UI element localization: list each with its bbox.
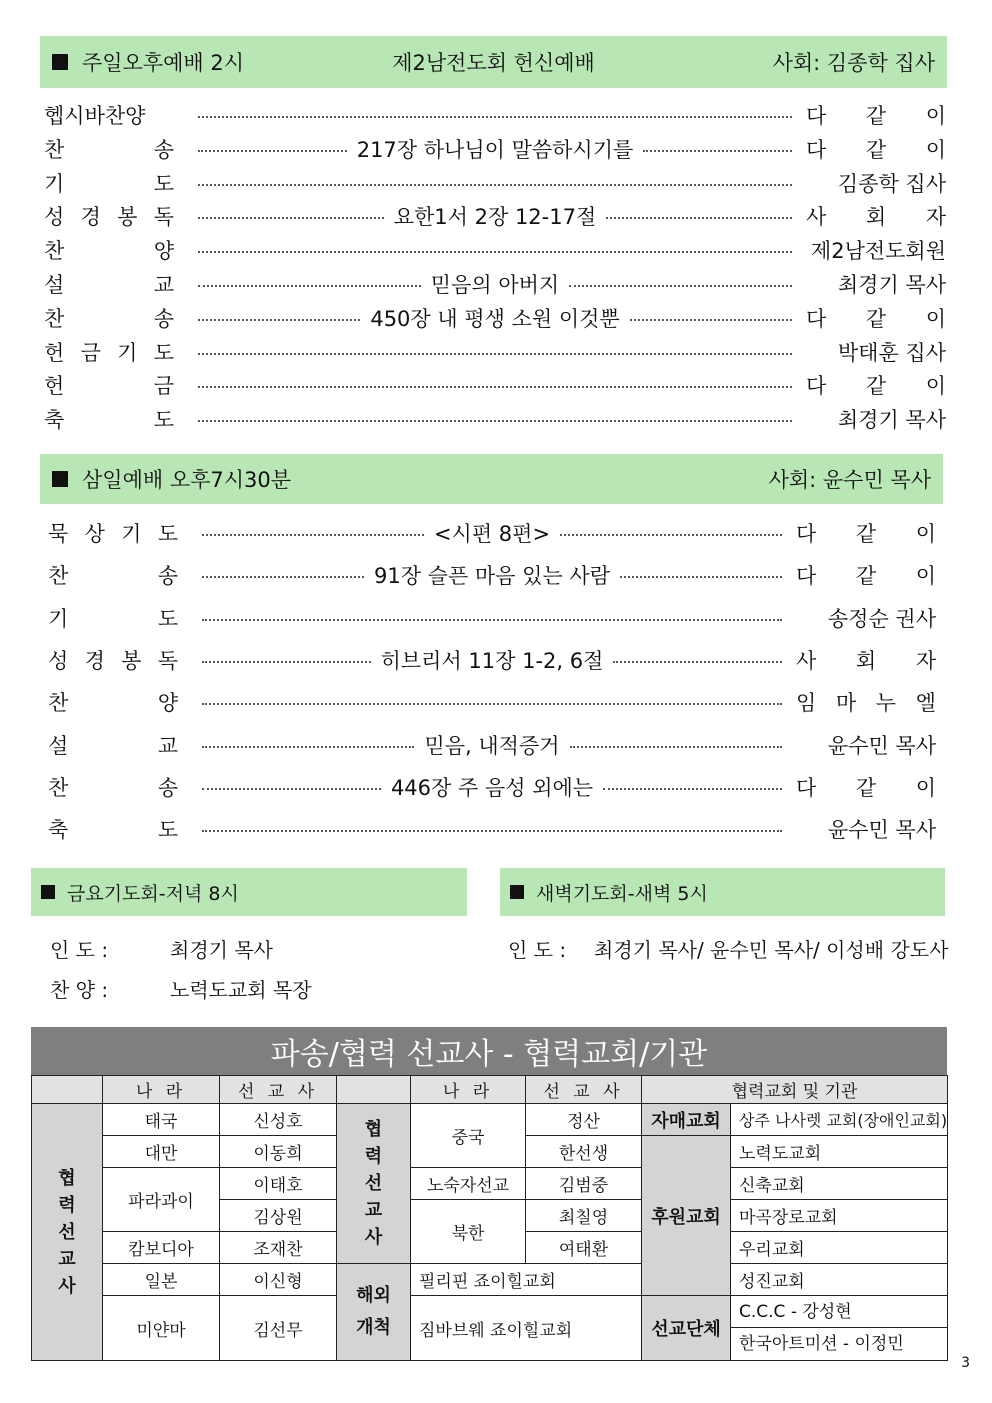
support-church: 우리교회 bbox=[731, 1232, 948, 1264]
order-row bbox=[48, 687, 936, 717]
order-row bbox=[44, 337, 946, 367]
order-leader-dots bbox=[198, 180, 792, 186]
order-leader-dots bbox=[198, 303, 792, 333]
order-label: 기 도 bbox=[48, 606, 178, 631]
order-leader-dots bbox=[202, 772, 782, 802]
page-number: 3 bbox=[961, 1355, 970, 1371]
missionary-cell: 최칠영 bbox=[526, 1200, 642, 1232]
country-cell: 일본 bbox=[103, 1264, 220, 1296]
sunday-event: 제2남전도회 헌신예배 bbox=[392, 51, 595, 75]
order-leader-dots bbox=[198, 112, 792, 118]
order-leader-dots bbox=[202, 730, 782, 760]
square-bullet-icon bbox=[41, 885, 55, 899]
sunday-title: 주일오후예배 2시 bbox=[82, 51, 245, 75]
order-row bbox=[44, 168, 946, 198]
order-row bbox=[44, 404, 946, 434]
support-church: 노력도교회 bbox=[731, 1136, 948, 1168]
order-person: 다 같 이 bbox=[796, 775, 936, 800]
friday-title: 금요기도회-저녁 8시 bbox=[67, 882, 239, 905]
order-person: 다 같 이 bbox=[806, 104, 946, 128]
friday-praise-key: 찬 양 : bbox=[50, 978, 109, 1002]
square-bullet-icon bbox=[52, 471, 68, 487]
missionary-cell: 이신형 bbox=[220, 1264, 337, 1296]
order-person: 임 마 누 엘 bbox=[796, 691, 936, 716]
square-bullet-icon bbox=[52, 54, 68, 70]
country-cell: 파라과이 bbox=[103, 1168, 220, 1232]
country-cell: 노숙자선교 bbox=[411, 1168, 526, 1200]
order-content: 믿음의 아버지 bbox=[430, 273, 560, 297]
sister-church: 상주 나사렛 교회(장애인교회) bbox=[731, 1104, 948, 1136]
order-leader-dots bbox=[198, 134, 792, 164]
order-person: 제2남전도회원 bbox=[810, 239, 946, 264]
country-cell: 대만 bbox=[103, 1136, 220, 1168]
friday-header bbox=[31, 868, 467, 916]
country-cell: 캄보디아 bbox=[103, 1232, 220, 1264]
order-person: 사 회 자 bbox=[796, 648, 936, 673]
friday-praise bbox=[50, 974, 312, 1003]
order-label: 묵 상 기 도 bbox=[48, 522, 178, 546]
order-person: 박태훈 집사 bbox=[837, 340, 946, 365]
order-label: 축 도 bbox=[44, 408, 174, 433]
order-label: 축 도 bbox=[48, 818, 178, 843]
missionary-cell: 이동희 bbox=[220, 1136, 337, 1168]
order-leader-dots bbox=[202, 560, 782, 590]
group-missionaries-2: 협 력 선 교 사 bbox=[337, 1104, 411, 1264]
group-overseas-pioneer: 해외 개척 bbox=[337, 1264, 411, 1361]
missionary-cell: 정산 bbox=[526, 1104, 642, 1136]
group-missionaries-1: 협 력 선 교 사 bbox=[32, 1104, 103, 1361]
missionary-cell: 한선생 bbox=[526, 1136, 642, 1168]
support-church-label: 후원교회 bbox=[642, 1136, 731, 1296]
mission-org-label: 선교단체 bbox=[642, 1296, 731, 1361]
wednesday-header bbox=[40, 454, 943, 504]
mission-org-list bbox=[731, 1296, 948, 1361]
order-label: 성 경 봉 독 bbox=[48, 648, 178, 673]
order-leader-dots bbox=[198, 416, 792, 422]
order-person: 다 같 이 bbox=[806, 374, 946, 399]
order-person: 다 같 이 bbox=[796, 522, 936, 546]
order-content: 히브리서 11장 1-2, 6절 bbox=[380, 648, 604, 673]
wednesday-host: 사회: 윤수민 목사 bbox=[768, 468, 931, 492]
missionary-cell: 김상원 bbox=[220, 1200, 337, 1232]
order-row bbox=[48, 518, 936, 548]
missionary-cell: 이태호 bbox=[220, 1168, 337, 1200]
order-person: 최경기 목사 bbox=[837, 408, 946, 433]
order-label: 찬 송 bbox=[48, 564, 178, 589]
order-content: 446장 주 음성 외에는 bbox=[390, 775, 594, 800]
head-country-2: 나 라 bbox=[411, 1076, 526, 1104]
order-content: 217장 하나님이 말씀하시기를 bbox=[356, 137, 634, 162]
order-label: 찬 양 bbox=[48, 691, 178, 716]
order-row bbox=[48, 645, 936, 675]
pioneer-church: 필리핀 죠이힐교회 bbox=[411, 1264, 642, 1296]
order-leader-dots bbox=[198, 247, 792, 253]
order-row bbox=[44, 100, 946, 130]
wednesday-title: 삼일예배 오후7시30분 bbox=[82, 468, 292, 492]
order-row bbox=[44, 235, 946, 265]
order-content: 요한1서 2장 12-17절 bbox=[393, 205, 597, 230]
order-person: 다 같 이 bbox=[806, 306, 946, 331]
sunday-order-list bbox=[44, 100, 946, 440]
order-person: 윤수민 목사 bbox=[827, 818, 936, 843]
order-row bbox=[48, 560, 936, 590]
order-label: 설 교 bbox=[44, 273, 174, 297]
order-label: 찬 송 bbox=[48, 775, 178, 800]
order-person: 송정순 권사 bbox=[827, 606, 936, 631]
order-person: 윤수민 목사 bbox=[827, 733, 936, 758]
order-label: 찬 송 bbox=[44, 306, 174, 331]
dawn-leader-key: 인 도 : bbox=[508, 938, 567, 962]
friday-leader bbox=[50, 934, 273, 963]
order-leader-dots bbox=[198, 269, 792, 299]
sister-church-label: 자매교회 bbox=[642, 1104, 731, 1136]
missionary-cell: 신성호 bbox=[220, 1104, 337, 1136]
order-content: 믿음, 내적증거 bbox=[424, 733, 560, 758]
order-leader-dots bbox=[202, 615, 782, 621]
missionary-cell: 김범중 bbox=[526, 1168, 642, 1200]
order-leader-dots bbox=[198, 382, 792, 388]
pioneer-church: 짐바브웨 죠이힐교회 bbox=[411, 1296, 642, 1361]
square-bullet-icon bbox=[510, 885, 524, 899]
order-person: 다 같 이 bbox=[796, 564, 936, 589]
sunday-host: 사회: 김종학 집사 bbox=[772, 51, 935, 75]
order-label: 성 경 봉 독 bbox=[44, 205, 174, 230]
mission-org: C.C.C - 강성현 bbox=[731, 1296, 947, 1328]
order-content: <시편 8편> bbox=[433, 522, 551, 546]
order-label: 찬 양 bbox=[44, 239, 174, 264]
order-label: 헌 금 기 도 bbox=[44, 340, 174, 365]
country-cell: 태국 bbox=[103, 1104, 220, 1136]
order-label: 헵시바찬양 bbox=[44, 104, 146, 128]
friday-leader-key: 인 도 : bbox=[50, 938, 109, 962]
order-row bbox=[44, 303, 946, 333]
order-person: 김종학 집사 bbox=[837, 171, 946, 196]
order-leader-dots bbox=[202, 645, 782, 675]
order-label: 찬 송 bbox=[44, 137, 174, 162]
missionary-cell: 김선무 bbox=[220, 1296, 337, 1361]
head-missionary-2: 선 교 사 bbox=[526, 1076, 642, 1104]
country-cell: 북한 bbox=[411, 1200, 526, 1264]
order-row bbox=[48, 814, 936, 844]
order-person: 사 회 자 bbox=[806, 205, 946, 230]
dawn-leader-value: 최경기 목사/ 윤수민 목사/ 이성배 강도사 bbox=[594, 938, 949, 962]
country-cell: 중국 bbox=[411, 1104, 526, 1168]
missionary-cell: 여태환 bbox=[526, 1232, 642, 1264]
sunday-header bbox=[40, 36, 947, 88]
order-row bbox=[48, 730, 936, 760]
missionary-cell: 조재찬 bbox=[220, 1232, 337, 1264]
order-leader-dots bbox=[198, 349, 792, 355]
head-missionary: 선 교 사 bbox=[220, 1076, 337, 1104]
order-content: 91장 슬픈 마음 있는 사람 bbox=[374, 564, 610, 589]
order-row bbox=[44, 269, 946, 299]
missions-table bbox=[31, 1075, 948, 1361]
wednesday-order-list bbox=[48, 518, 936, 858]
support-church: 마곡장로교회 bbox=[731, 1200, 948, 1232]
order-label: 기 도 bbox=[44, 171, 174, 196]
order-leader-dots bbox=[198, 201, 792, 231]
order-content: 450장 내 평생 소원 이것뿐 bbox=[370, 306, 620, 331]
order-person: 다 같 이 bbox=[806, 137, 946, 162]
order-leader-dots bbox=[202, 699, 782, 705]
order-row bbox=[44, 370, 946, 400]
order-row bbox=[44, 134, 946, 164]
friday-leader-value: 최경기 목사 bbox=[170, 938, 273, 962]
order-leader-dots bbox=[202, 518, 782, 548]
friday-praise-value: 노력도교회 목장 bbox=[170, 978, 312, 1002]
dawn-title: 새벽기도회-새벽 5시 bbox=[536, 882, 708, 905]
order-row bbox=[48, 772, 936, 802]
mission-org: 한국아트미션 - 이정민 bbox=[739, 1334, 904, 1354]
order-label: 설 교 bbox=[48, 733, 178, 758]
order-row bbox=[48, 603, 936, 633]
head-church: 협력교회 및 기관 bbox=[642, 1076, 948, 1104]
missions-title: 파송/협력 선교사 - 협력교회/기관 bbox=[31, 1027, 947, 1075]
head-country: 나 라 bbox=[103, 1076, 220, 1104]
order-row bbox=[44, 201, 946, 231]
order-leader-dots bbox=[202, 826, 782, 832]
country-cell: 미얀마 bbox=[103, 1296, 220, 1361]
order-label: 헌 금 bbox=[44, 374, 174, 399]
support-church: 신축교회 bbox=[731, 1168, 948, 1200]
support-church: 성진교회 bbox=[731, 1264, 948, 1296]
dawn-header bbox=[500, 868, 945, 916]
dawn-leader bbox=[508, 934, 948, 963]
order-person: 최경기 목사 bbox=[837, 273, 946, 297]
